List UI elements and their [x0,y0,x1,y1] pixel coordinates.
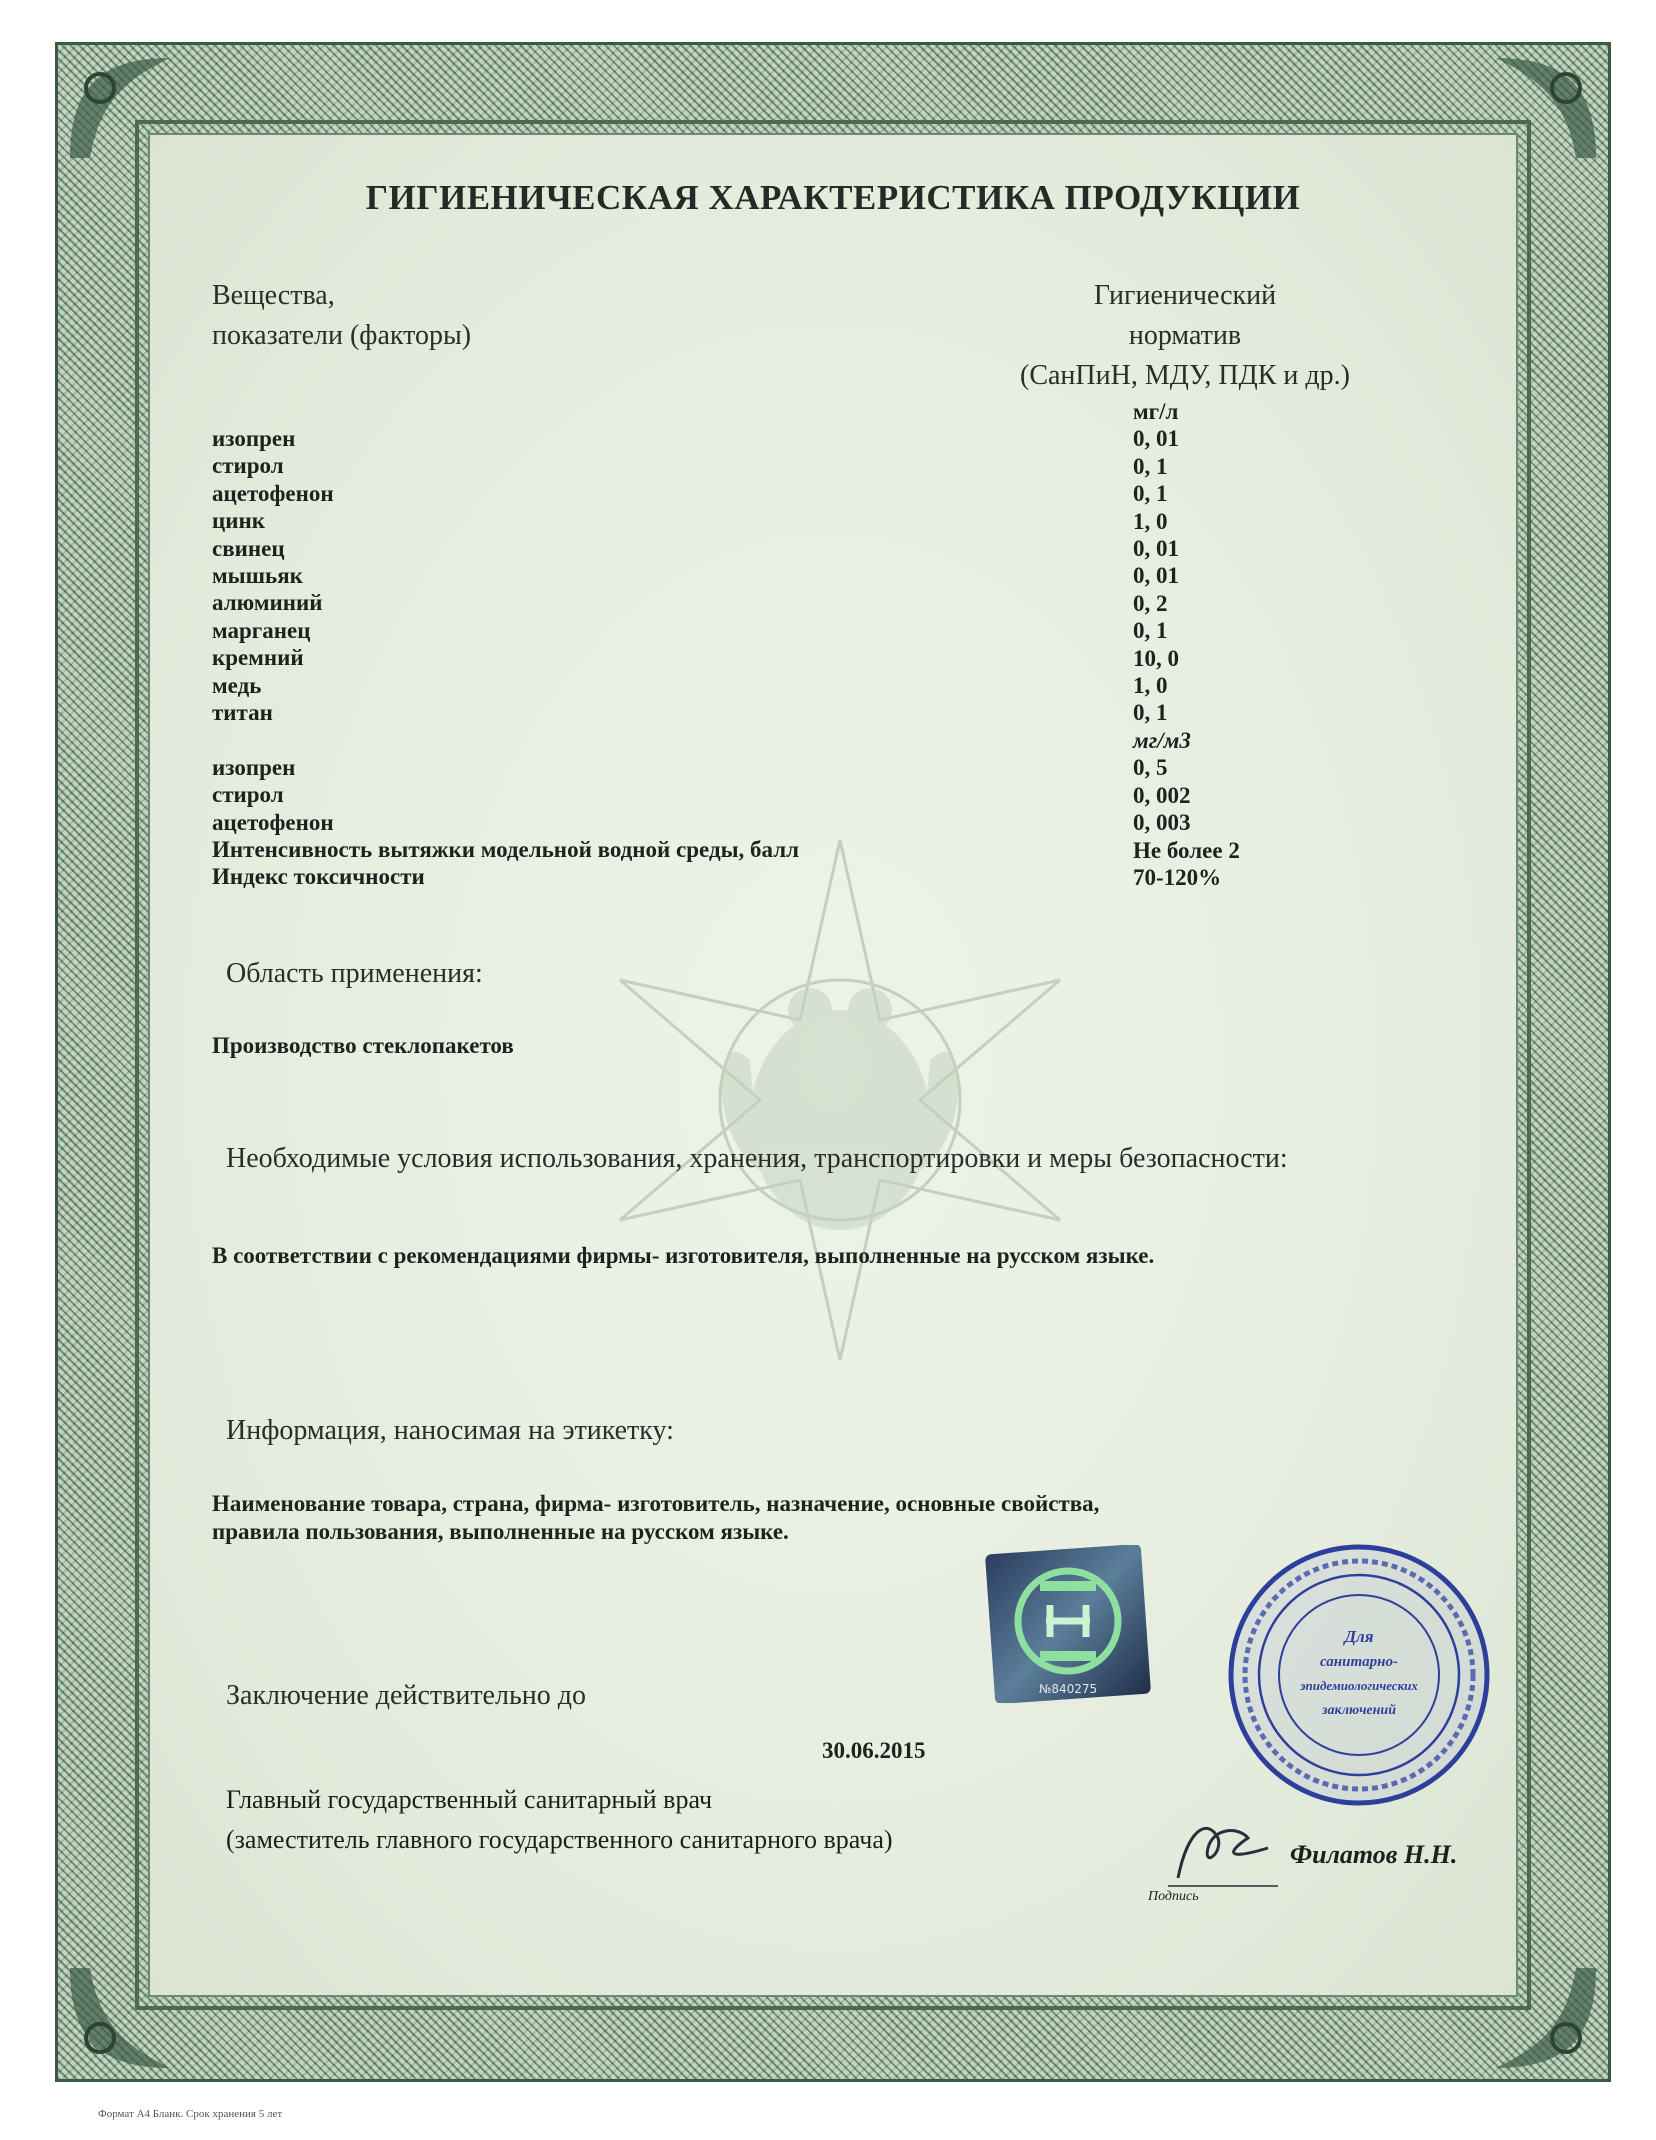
chief-title-line: Главный государственный санитарный врач [226,1785,713,1814]
document-title: ГИГИЕНИЧЕСКАЯ ХАРАКТЕРИСТИКА ПРОДУКЦИИ [365,178,1301,217]
signature-caption: Подпись [1148,1889,1199,1904]
norm-value: 0, 002 [1133,782,1191,808]
substance-name: титан [212,700,273,726]
chief-doctor-title [226,1780,893,1860]
stamp-line: Для [1344,1627,1374,1646]
norm-value: 0, 1 [1133,700,1168,726]
label-info-value [212,1490,1099,1546]
substances-header [212,276,471,356]
hologram-number: №840275 [1038,1682,1098,1696]
substance-name: ацетофенон [212,480,334,506]
header-right-line: Гигиенический [1093,280,1277,311]
label-info-line: правила пользования, выполненные на русском языке. [212,1519,789,1544]
form-footer: Формат А4 Бланк. Срок хранения 5 лет [98,2108,283,2120]
usage-conditions-label: Необходимые условия использования, хранения, транспортировки и меры безопасности: [226,1143,1288,1174]
validity-label: Заключение действительно до [226,1680,586,1711]
chief-title-line: (заместитель главного государственного санитарного врача) [226,1825,893,1854]
stamp-line: эпидемиологических [1300,1678,1418,1693]
substance-name: стирол [212,453,284,479]
norm-unit: мг/м3 [1133,727,1191,753]
substance-name: ацетофенон [212,809,334,835]
official-stamp [1224,1540,1494,1810]
substance-name: мышьяк [212,563,303,589]
norm-value: 1, 0 [1133,673,1168,699]
header-left-line: Вещества, [212,280,335,311]
application-area-label: Область применения: [226,958,483,989]
substance-name: алюминий [212,590,323,616]
substance-name: кремний [212,645,304,671]
substance-name: медь [212,672,262,698]
norm-value: 0, 1 [1133,453,1168,479]
substance-name: свинец [212,535,285,561]
norm-unit: мг/л [1133,399,1179,424]
substance-name: стирол [212,782,284,808]
hologram-sticker [984,1545,1152,1703]
norm-value: 0, 1 [1133,618,1168,644]
substance-name: изопрен [212,426,296,451]
stamp-line: санитарно- [1320,1654,1398,1670]
header-left-line: показатели (факторы) [212,320,472,351]
substance-name: Индекс токсичности [212,864,425,890]
norm-header [960,276,1410,396]
norm-value: 0, 1 [1133,481,1168,507]
norm-values-list [1133,398,1240,891]
norm-value: 0, 01 [1133,536,1179,562]
norm-value: 70-120% [1133,864,1222,890]
norm-value: 0, 01 [1133,563,1179,589]
substance-name: Интенсивность вытяжки модельной водной среды, балл [212,837,800,863]
handwritten-signature [1148,1808,1288,1898]
header-right-line: норматив [1128,320,1242,351]
norm-value: 0, 2 [1133,590,1168,616]
substance-name: марганец [212,617,311,643]
norm-value: 0, 01 [1133,426,1179,452]
unit-spacer [212,726,799,753]
substances-list [212,425,799,891]
emblem-watermark-icon [560,820,1120,1380]
application-area-value: Производство стеклопакетов [212,1033,514,1058]
validity-date: 30.06.2015 [822,1738,926,1763]
norm-value: 0, 003 [1133,810,1191,836]
substance-name: цинк [212,508,266,534]
signer-name: Филатов Н.Н. [1290,1840,1458,1869]
usage-conditions-value: В соответствии с рекомендациями фирмы- изготовителя, выполненные на русском языке. [212,1243,1155,1268]
substance-name: изопрен [212,754,296,780]
label-info-line: Наименование товара, страна, фирма- изготовитель, назначение, основные свойства, [212,1491,1100,1516]
norm-value: 10, 0 [1133,645,1179,671]
header-right-line: (СанПиН, МДУ, ПДК и др.) [1020,360,1350,391]
norm-value: 1, 0 [1133,508,1168,534]
stamp-line: заключений [1322,1703,1396,1718]
norm-value: 0, 5 [1133,755,1168,781]
norm-value: Не более 2 [1133,837,1240,863]
label-info-label: Информация, наносимая на этикетку: [226,1415,674,1446]
